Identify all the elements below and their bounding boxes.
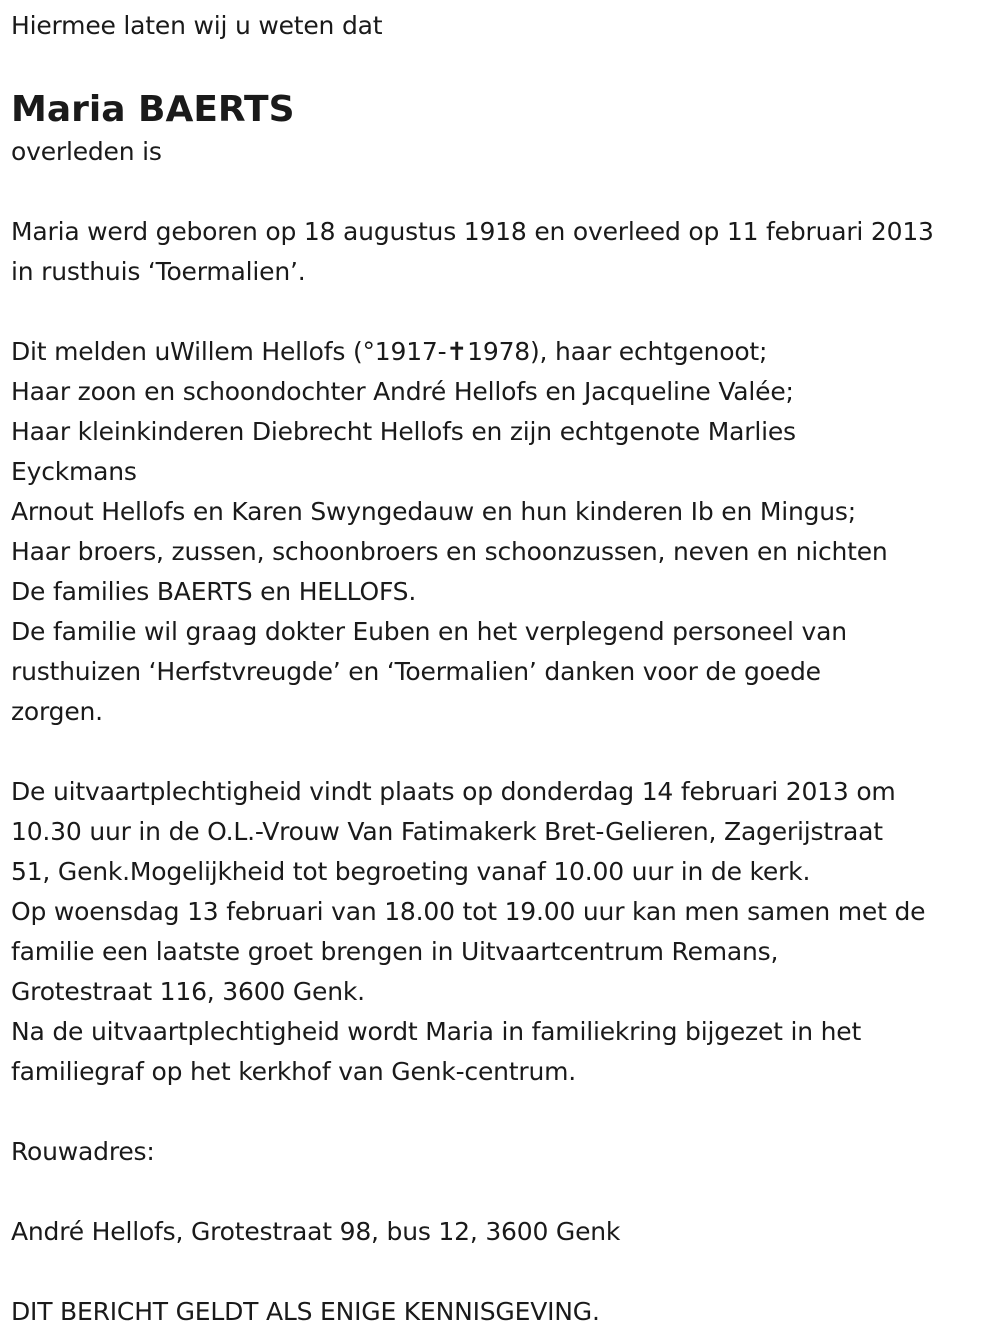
address-label: Rouwadres: (11, 1137, 155, 1166)
closing-statement: DIT BERICHT GELDT ALS ENIGE KENNISGEVING. (11, 1297, 600, 1326)
paragraph-line: 10.30 uur in de O.L.-Vrouw Van Fatimakerk Bret-Gelieren, Zagerijstraat (11, 817, 883, 846)
spacer (11, 292, 996, 332)
paragraph-line: familie een laatste groet brengen in Uitvaartcentrum Remans, (11, 937, 779, 966)
ceremony-paragraph (11, 772, 996, 1092)
deceased-name: Maria BAERTS (11, 89, 295, 130)
paragraph-line: De familie wil graag dokter Euben en het verplegend personeel van (11, 617, 847, 646)
spacer (11, 1172, 996, 1212)
paragraph-line: in rusthuis ‘Toermalien’. (11, 257, 306, 286)
mourning-address: André Hellofs, Grotestraat 98, bus 12, 3600 Genk (11, 1217, 621, 1246)
paragraph-line: 51, Genk.Mogelijkheid tot begroeting vanaf 10.00 uur in de kerk. (11, 857, 811, 886)
paragraph-line: De families BAERTS en HELLOFS. (11, 577, 417, 606)
paragraph-line: De uitvaartplechtigheid vindt plaats op donderdag 14 februari 2013 om (11, 777, 896, 806)
paragraph-line: Na de uitvaartplechtigheid wordt Maria in familiekring bijgezet in het (11, 1017, 862, 1046)
paragraph-line: zorgen. (11, 697, 103, 726)
spacer (11, 172, 996, 212)
paragraph-line: Dit melden uWillem Hellofs (°1917-✝1978), haar echtgenoot; (11, 337, 768, 366)
paragraph-line: Grotestraat 116, 3600 Genk. (11, 977, 365, 1006)
paragraph-line: Eyckmans (11, 457, 137, 486)
spacer (11, 732, 996, 772)
paragraph-line: Haar kleinkinderen Diebrecht Hellofs en zijn echtgenote Marlies (11, 417, 796, 446)
paragraph-line: rusthuizen ‘Herfstvreugde’ en ‘Toermalien’ danken voor de goede (11, 657, 821, 686)
death-notice (11, 0, 996, 1332)
paragraph-line: Op woensdag 13 februari van 18.00 tot 19.00 uur kan men samen met de (11, 897, 926, 926)
paragraph-line: Arnout Hellofs en Karen Swyngedauw en hun kinderen Ib en Mingus; (11, 497, 856, 526)
spacer (11, 1252, 996, 1292)
paragraph-line: Haar broers, zussen, schoonbroers en schoonzussen, neven en nichten (11, 537, 888, 566)
paragraph-line: familiegraf op het kerkhof van Genk-centrum. (11, 1057, 577, 1086)
paragraph-line: Haar zoon en schoondochter André Hellofs en Jacqueline Valée; (11, 377, 794, 406)
paragraph-line: Maria werd geboren op 18 augustus 1918 en overleed op 11 februari 2013 (11, 217, 934, 246)
intro-text: Hiermee laten wij u weten dat (11, 11, 383, 40)
family-paragraph (11, 332, 996, 732)
status-text: overleden is (11, 137, 162, 166)
birth-death-paragraph (11, 212, 996, 292)
spacer (11, 1092, 996, 1132)
